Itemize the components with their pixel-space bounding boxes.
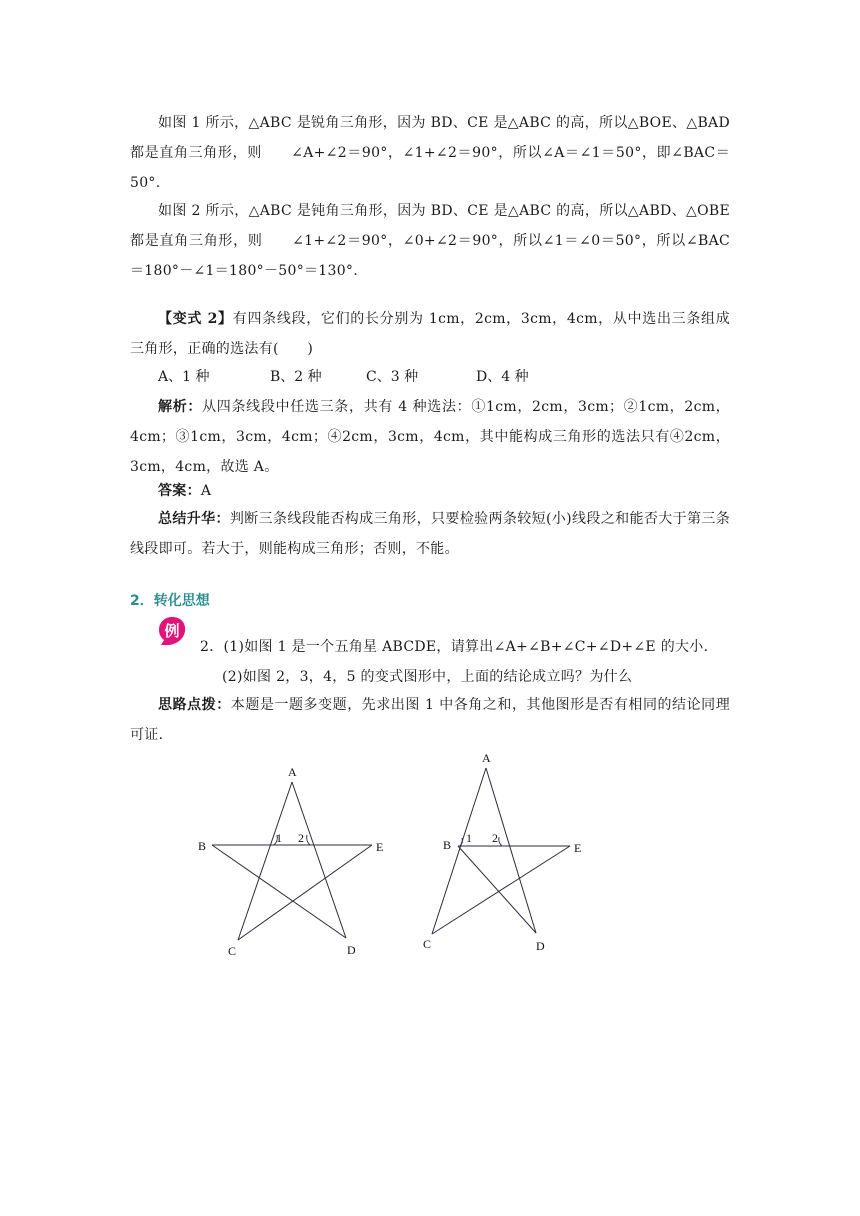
figure-1-labels xyxy=(198,765,383,958)
explanation-fig2: 如图 2 所示，△ABC 是钝角三角形，因为 BD、CE 是△ABC 的高，所以△ABD、△OBE 都是直角三角形，则 ∠1+∠2＝90°，∠0+∠2＝90°，所以∠1＝∠0＝50°，所以∠BAC＝180°－∠1＝180°－50°＝130°. xyxy=(130,203,730,279)
angle-2-arc xyxy=(307,835,310,845)
fig1-label-e: E xyxy=(376,840,384,854)
line-ac xyxy=(238,782,292,940)
example-q2: (2)如图 2，3，4，5 的变式图形中，上面的结论成立吗？为什么 xyxy=(222,669,633,685)
fig2-label-d: D xyxy=(536,939,545,953)
analysis xyxy=(130,392,730,482)
fig2-angle-1: 1 xyxy=(466,831,472,845)
line-bd xyxy=(212,845,346,938)
hint-text: 本题是一题多变题，先求出图 1 中各角之和，其他图形是否有相同的结论同理可证. xyxy=(130,697,731,743)
option-d: D、4 种 xyxy=(476,369,529,385)
answer-text: A xyxy=(200,483,212,499)
answer xyxy=(130,476,730,506)
fig1-angle-2: 2 xyxy=(298,831,304,845)
line-bd xyxy=(458,846,536,933)
figure-2 xyxy=(432,768,570,934)
fig1-label-a: A xyxy=(288,765,297,779)
explanation-fig1: 如图 1 所示，△ABC 是锐角三角形，因为 BD、CE 是△ABC 的高，所以△BOE、△BAD 都是直角三角形，则 ∠A+∠2＝90°，∠1+∠2＝90°，所以∠A＝∠1＝50°，即∠BAC＝50°. xyxy=(130,115,730,191)
answer-label: 答案： xyxy=(158,483,201,499)
option-c: C、3 种 xyxy=(366,369,419,385)
hint xyxy=(130,690,730,750)
summary-label: 总结升华： xyxy=(158,511,230,527)
fig1-angle-1: 1 xyxy=(276,831,282,845)
line-ec xyxy=(238,845,372,940)
summary xyxy=(130,504,730,564)
line-ad xyxy=(292,782,346,938)
fig1-label-d: D xyxy=(347,943,356,957)
fig2-label-c: C xyxy=(423,937,432,951)
variant-question xyxy=(130,304,730,364)
figure-2-labels xyxy=(423,751,581,953)
fig2-angle-2: 2 xyxy=(492,831,498,845)
option-a: A、1 种 xyxy=(158,369,210,385)
example-badge-label: 例 xyxy=(164,622,180,640)
star-figures xyxy=(190,748,600,968)
fig1-label-b: B xyxy=(198,839,207,853)
line-ec xyxy=(432,846,570,934)
fig2-label-e: E xyxy=(574,841,582,855)
line-ac xyxy=(432,768,486,934)
fig2-label-b: B xyxy=(443,838,452,852)
angle-2-arc xyxy=(499,837,502,846)
fig1-label-c: C xyxy=(228,944,237,958)
angle-1-arc xyxy=(460,838,462,846)
summary-text: 判断三条线段能否构成三角形，只要检验两条较短(小)线段之和能否大于第三条线段即可。若大于，则能构成三角形；否则，不能。 xyxy=(130,511,731,557)
fig2-label-a: A xyxy=(482,751,491,765)
section-title: 2．转化思想 xyxy=(130,593,210,609)
option-b: B、2 种 xyxy=(270,369,322,385)
hint-label: 思路点拨： xyxy=(158,697,231,713)
example-badge-icon xyxy=(157,616,187,646)
figure-1 xyxy=(212,782,372,940)
line-ad xyxy=(486,768,536,933)
analysis-label: 解析： xyxy=(158,399,203,415)
variant-text: 有四条线段，它们的长分别为 1cm，2cm，3cm，4cm，从中选出三条组成三角形，正确的选法有( ) xyxy=(130,311,730,357)
example-q1: 2．(1)如图 1 是一个五角星 ABCDE，请算出∠A+∠B+∠C+∠D+∠E 的大小. xyxy=(200,639,709,655)
variant-label: 【变式 2】 xyxy=(158,311,233,327)
analysis-text: 从四条线段中任选三条，共有 4 种选法：①1cm，2cm，3cm；②1cm，2cm，4cm；③1cm，3cm，4cm；④2cm，3cm，4cm，其中能构成三角形的选法只有④2cm，3cm，4cm，故选 A。 xyxy=(130,399,730,475)
